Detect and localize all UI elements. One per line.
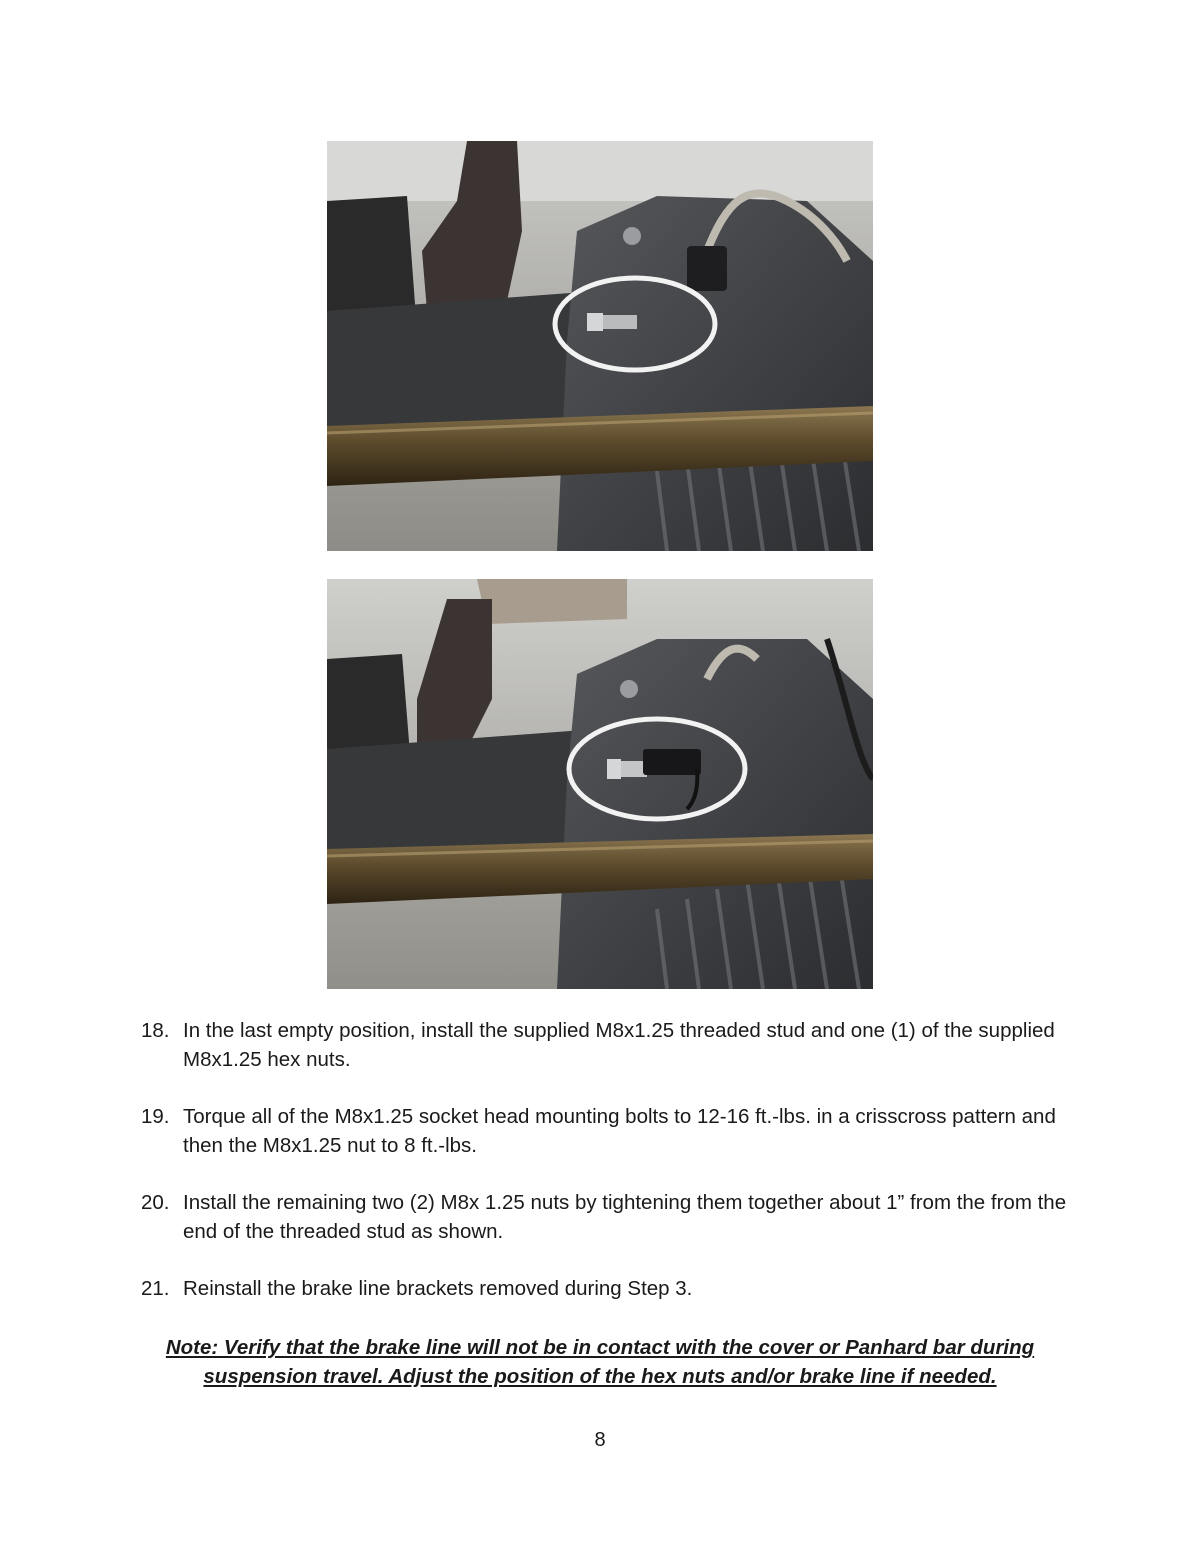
step-20	[141, 1188, 1071, 1246]
photo-stud-installed	[327, 141, 873, 551]
safety-note: Note: Verify that the brake line will not be in contact with the cover or Panhard bar during suspension travel. Adjust the position of the hex nuts and/or brake line if needed.	[165, 1336, 1035, 1388]
step-number: 20.	[141, 1191, 170, 1214]
step-text: Install the remaining two (2) M8x 1.25 nuts by tightening them together about 1” from the from the end of the threaded stud as shown.	[183, 1191, 1067, 1243]
photo-bracket-installed	[327, 579, 873, 989]
page-number: 8	[594, 1429, 606, 1451]
step-number: 19.	[141, 1105, 170, 1128]
step-19	[141, 1102, 1071, 1160]
step-text: Torque all of the M8x1.25 socket head mounting bolts to 12-16 ft.-lbs. in a crisscross pattern and then the M8x1.25 nut to 8 ft.-lbs.	[183, 1105, 1056, 1157]
step-number: 18.	[141, 1019, 170, 1042]
step-21	[141, 1274, 1071, 1303]
step-text: In the last empty position, install the supplied M8x1.25 threaded stud and one (1) of the supplied M8x1.25 hex nuts.	[183, 1019, 1055, 1071]
step-number: 21.	[141, 1277, 170, 1300]
instruction-steps	[141, 1016, 1071, 1331]
step-text: Reinstall the brake line brackets removed during Step 3.	[183, 1277, 693, 1300]
step-18	[141, 1016, 1071, 1074]
